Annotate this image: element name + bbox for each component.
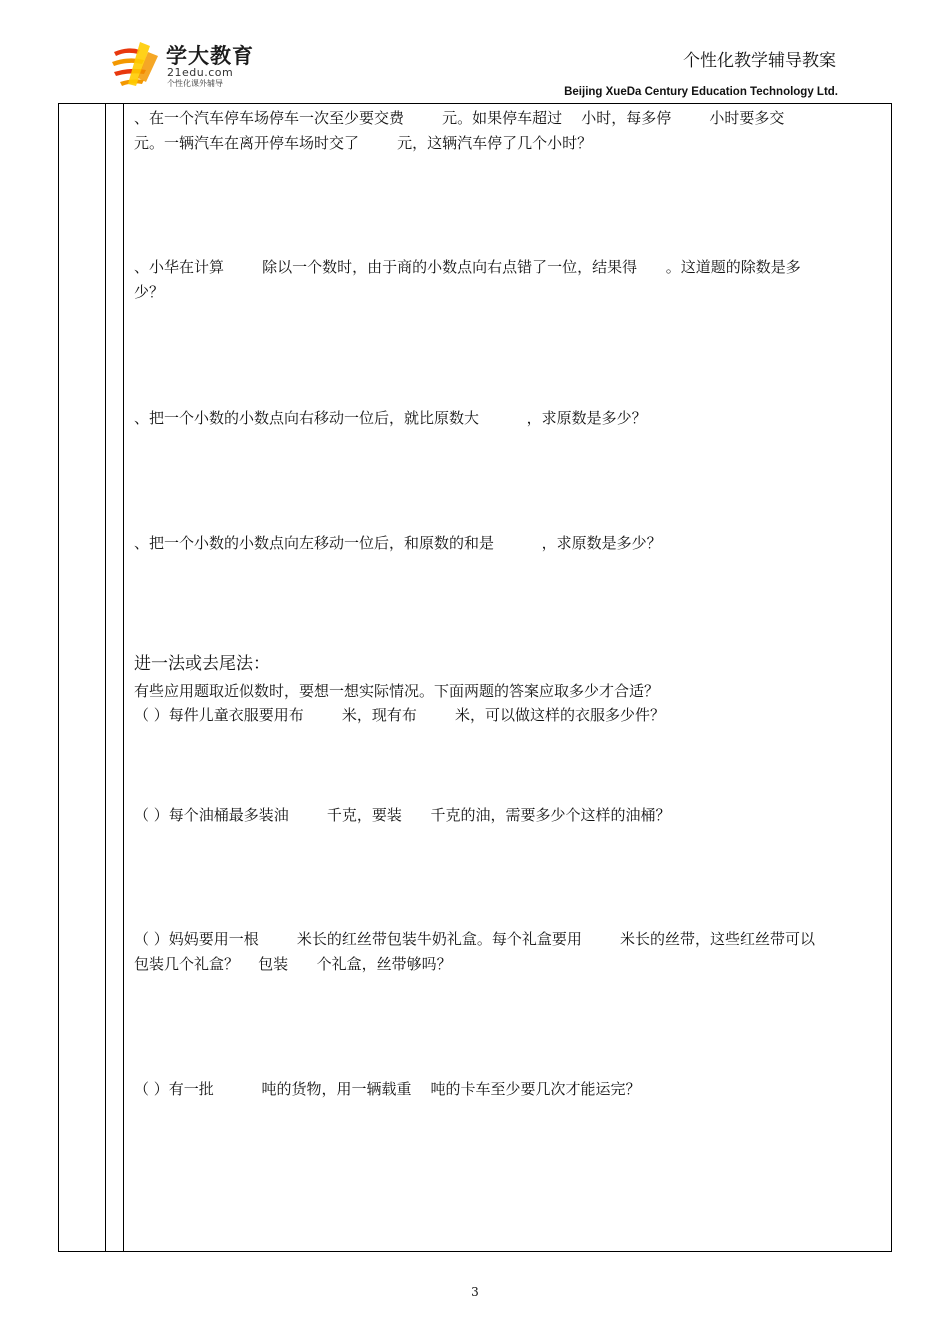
table-column-divider (123, 103, 124, 1252)
section-item-1: （ ）每件儿童衣服要用布 米，现有布 米，可以做这样的衣服多少件？ (134, 706, 666, 724)
section-intro: 有些应用题取近似数时，要想一想实际情况。下面两题的答案应取多少才合适？ (134, 682, 660, 700)
section-item-2: （ ）每个油桶最多装油 千克，要装 千克的油，需要多少个这样的油桶？ (134, 806, 671, 824)
logo-name: 学大教育 (166, 44, 254, 68)
company-name: Beijing XueDa Century Education Technology Ltd. (564, 86, 838, 98)
problem-1: 、在一个汽车停车场停车一次至少要交费 元。如果停车超过 小时，每多停 小时要多交 元。一辆汽车在离开停车场时交了 元，这辆汽车停了几个小时？ (134, 109, 785, 152)
logo-mark-icon (110, 38, 162, 90)
logo-slogan: 个性化课外辅导 (167, 79, 223, 88)
problem-4: 、把一个小数的小数点向左移动一位后，和原数的和是 ，求原数是多少？ (134, 534, 662, 552)
page-number: 3 (471, 1285, 479, 1299)
xueda-logo (110, 38, 254, 90)
logo-url: 21edu.com (167, 66, 234, 79)
page-title: 个性化教学辅导教案 (683, 51, 836, 71)
section-item-4: （ ）有一批 吨的货物，用一辆载重 吨的卡车至少要几次才能运完？ (134, 1080, 641, 1098)
problem-3: 、把一个小数的小数点向右移动一位后，就比原数大 ，求原数是多少？ (134, 409, 647, 427)
table-column-divider (105, 103, 106, 1252)
section-title: 进一法或去尾法： (134, 654, 270, 674)
section-item-3: （ ）妈妈要用一根 米长的红丝带包装牛奶礼盒。每个礼盒要用 米长的丝带，这些红丝带可以 包装几个礼盒？ 包装 个礼盒，丝带够吗？ (134, 930, 816, 973)
problem-2: 、小华在计算 除以一个数时，由于商的小数点向右点错了一位，结果得 。这道题的除数是多 少？ (134, 258, 801, 301)
